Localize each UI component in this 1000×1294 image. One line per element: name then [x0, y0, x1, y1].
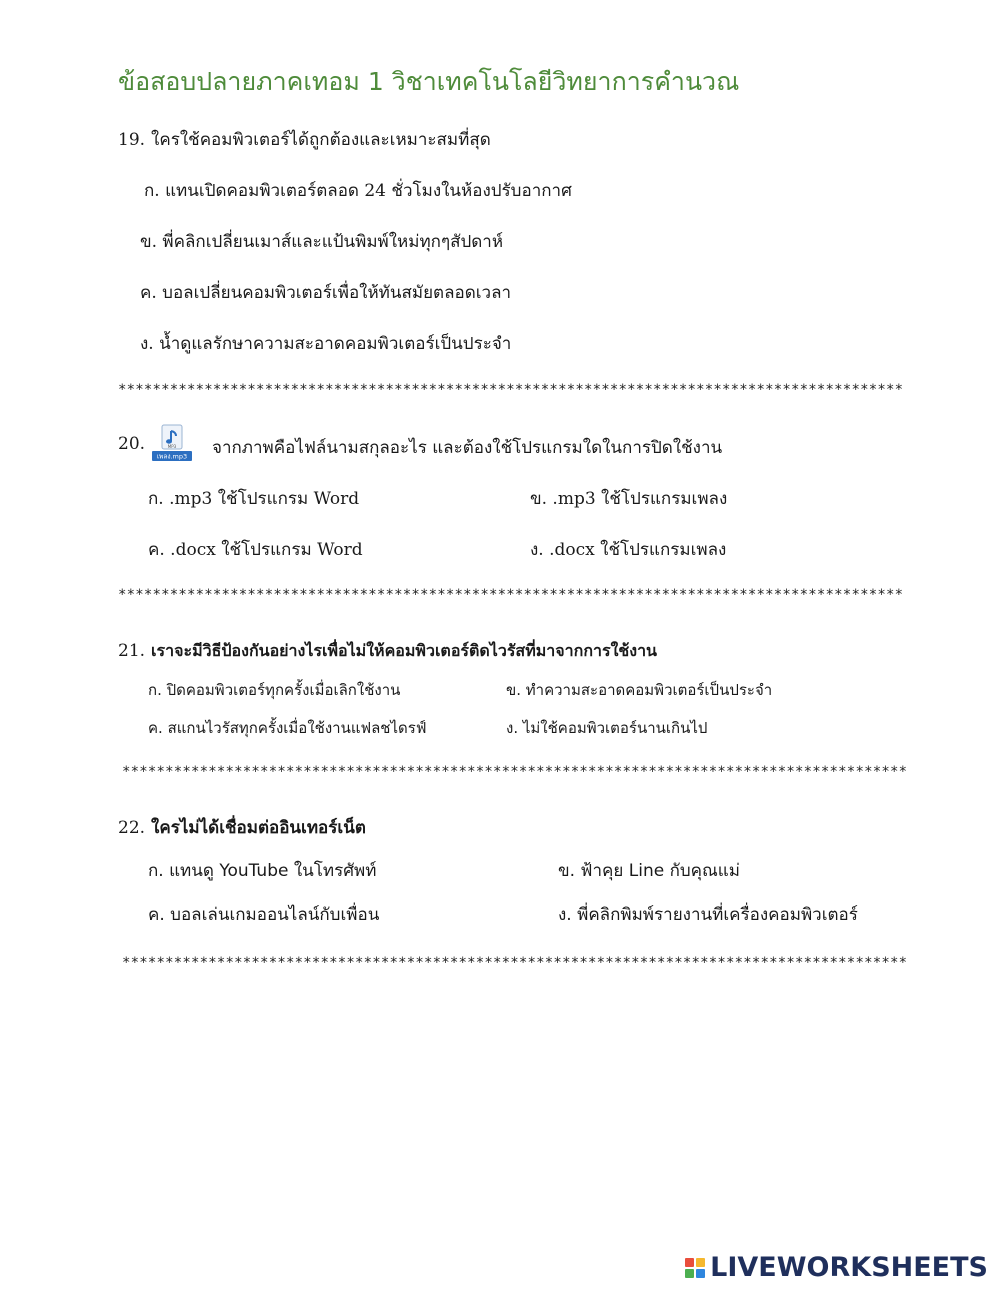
- separator: *******************************************************************************************: [122, 955, 908, 971]
- mp3-file-icon: [152, 424, 192, 462]
- logo-text: LIVEWORKSHEETS: [710, 1252, 988, 1283]
- logo-block: [696, 1258, 705, 1267]
- option-19-b[interactable]: ข. พี่คลิกเปลี่ยนเมาส์และแป้นพิมพ์ใหม่ทุกๆสัปดาห์: [140, 232, 504, 252]
- logo-block: [685, 1258, 694, 1267]
- option-21-b[interactable]: ข. ทำความสะอาดคอมพิวเตอร์เป็นประจำ: [506, 681, 773, 699]
- svg-text:เพลง.mp3: เพลง.mp3: [156, 452, 188, 461]
- logo-blocks-icon: [685, 1258, 705, 1278]
- option-20-d[interactable]: ง. .docx ใช้โปรแกรมเพลง: [530, 540, 727, 560]
- question-number: 19.: [118, 130, 146, 150]
- question-22: [118, 814, 366, 841]
- option-20-b[interactable]: ข. .mp3 ใช้โปรแกรมเพลง: [530, 489, 728, 509]
- question-21: [118, 639, 657, 664]
- question-text: ใครใช้คอมพิวเตอร์ได้ถูกต้องและเหมาะสมที่สุด: [151, 130, 491, 150]
- option-19-c[interactable]: ค. บอลเปลี่ยนคอมพิวเตอร์เพื่อให้ทันสมัยตลอดเวลา: [140, 283, 512, 303]
- option-22-c[interactable]: ค. บอลเล่นเกมออนไลน์กับเพื่อน: [148, 905, 380, 925]
- option-21-a[interactable]: ก. ปิดคอมพิวเตอร์ทุกครั้งเมื่อเลิกใช้งาน: [148, 681, 401, 699]
- option-22-a[interactable]: ก. แทนดู YouTube ในโทรศัพท์: [148, 861, 377, 881]
- question-text: ใครไม่ได้เชื่อมต่ออินเทอร์เน็ต: [151, 818, 366, 838]
- question-number: 21.: [118, 641, 146, 661]
- option-22-b[interactable]: ข. ฟ้าคุย Line กับคุณแม่: [558, 861, 740, 881]
- option-22-d[interactable]: ง. พี่คลิกพิมพ์รายงานที่เครื่องคอมพิวเตอร์: [558, 905, 858, 925]
- option-20-c[interactable]: ค. .docx ใช้โปรแกรม Word: [148, 540, 363, 560]
- option-19-a[interactable]: ก. แทนเปิดคอมพิวเตอร์ตลอด 24 ชั่วโมงในห้องปรับอากาศ: [144, 181, 572, 201]
- worksheet-title: ข้อสอบปลายภาคเทอม 1 วิชาเทคโนโลยีวิทยาการคำนวณ: [118, 67, 740, 96]
- liveworksheets-logo: [685, 1252, 988, 1283]
- question-number: 22.: [118, 818, 146, 838]
- option-21-d[interactable]: ง. ไม่ใช้คอมพิวเตอร์นานเกินไป: [506, 719, 708, 737]
- question-19: [118, 126, 491, 153]
- option-20-a[interactable]: ก. .mp3 ใช้โปรแกรม Word: [148, 489, 360, 509]
- separator: *******************************************************************************************: [122, 764, 908, 780]
- question-text: เราจะมีวิธีป้องกันอย่างไรเพื่อไม่ให้คอมพิวเตอร์ติดไวรัสที่มาจากการใช้งาน: [151, 641, 657, 660]
- svg-text:MP3: MP3: [167, 444, 177, 449]
- option-19-d[interactable]: ง. น้ำดูแลรักษาความสะอาดคอมพิวเตอร์เป็นประจำ: [140, 334, 512, 354]
- logo-block: [685, 1269, 694, 1278]
- separator: *******************************************************************************************: [118, 587, 904, 603]
- option-21-c[interactable]: ค. สแกนไวรัสทุกครั้งเมื่อใช้งานแฟลชไดรฟ์: [148, 719, 427, 737]
- question-number: 20.: [118, 434, 146, 454]
- question-20: [118, 434, 151, 454]
- question-20-text: จากภาพคือไฟล์นามสกุลอะไร และต้องใช้โปรแกรมใดในการปิดใช้งาน: [212, 438, 723, 458]
- logo-block: [696, 1269, 705, 1278]
- separator: *******************************************************************************************: [118, 382, 904, 398]
